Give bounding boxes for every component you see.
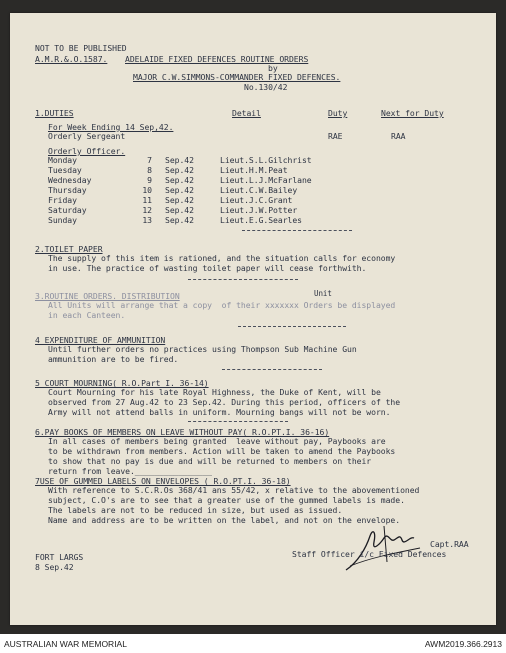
sergeant-duty: RAE — [328, 131, 343, 141]
body-line: The labels are not to be reduced in size, but used as issued. — [48, 505, 343, 515]
roster-officer: Lieut.L.J.McFarlane — [220, 175, 312, 185]
body-line: return from leave.________________ — [48, 466, 212, 476]
roster-date: 10 — [142, 185, 152, 195]
roster-officer: Lieut.E.G.Searles — [220, 215, 302, 225]
section-divider — [222, 369, 322, 370]
body-line: Until further orders no practices using Thompson Sub Machine Gun — [48, 344, 357, 354]
body-line: Name and address are to be written on the label, and not on the envelope. — [48, 515, 401, 525]
order-number: No.130/42 — [244, 82, 288, 92]
roster-day: Friday — [48, 195, 77, 205]
section-divider — [238, 326, 346, 327]
distribution-heading: 3.ROUTINE ORDERS. DISTRIBUTION — [35, 291, 180, 301]
week-ending: For Week Ending 14 Sep,42. — [48, 122, 174, 132]
archive-item-id: AWM2019.366.2913 — [424, 639, 502, 649]
duties-heading: 1.DUTIES — [35, 108, 74, 118]
roster-officer: Lieut.C.W.Bailey — [220, 185, 298, 195]
orderly-sergeant-label: Orderly Sergeant — [48, 131, 126, 141]
court-mourning-heading: 5 COURT MOURNING( R.O.Part I. 36-14) — [35, 378, 209, 388]
roster-month: Sep.42 — [165, 175, 194, 185]
body-line: observed from 27 Aug.42 to 23 Sep.42. During this period, officers of the — [48, 397, 401, 407]
document-page — [10, 13, 496, 625]
orderly-officer-heading: Orderly Officer. — [48, 146, 126, 156]
body-line: in each Canteen. — [48, 310, 126, 320]
place-line: FORT LARGS — [35, 552, 84, 562]
sergeant-next: RAA — [391, 131, 406, 141]
body-line: The supply of this item is rationed, and the situation calls for economy — [48, 253, 396, 263]
roster-officer: Lieut.H.M.Peat — [220, 165, 288, 175]
roster-month: Sep.42 — [165, 185, 194, 195]
pay-books-heading: 6.PAY BOOKS OF MEMBERS ON LEAVE WITHOUT PAY( R.O.PT.I. 36-16) — [35, 427, 330, 437]
body-line: in use. The practice of wasting toilet paper will cease forthwith. — [48, 263, 367, 273]
roster-date: 13 — [142, 215, 152, 225]
body-line: ammunition are to be fired. — [48, 354, 179, 364]
author-line: MAJOR C.W.SIMMONS-COMMANDER FIXED DEFENCES. — [133, 72, 341, 82]
section-divider — [188, 279, 298, 280]
roster-month: Sep.42 — [165, 155, 194, 165]
section-divider — [188, 421, 288, 422]
toilet-paper-heading: 2.TOILET PAPER — [35, 244, 103, 254]
col-detail: Detail — [232, 108, 261, 118]
roster-day: Tuesday — [48, 165, 82, 175]
roster-month: Sep.42 — [165, 215, 194, 225]
section-divider — [242, 230, 352, 231]
roster-date: 7 — [147, 155, 152, 165]
body-line: subject, C.O's are to see that a greater use of the gummed labels is made. — [48, 495, 405, 505]
body-line: With reference to S.C.R.Os 368/41 ans 55/42, x relative to the abovementioned — [48, 485, 420, 495]
signatory-position: Staff Officer i/c Fixed Defences — [292, 549, 447, 559]
by-label: by — [268, 63, 278, 73]
archive-credit: AUSTRALIAN WAR MEMORIAL — [4, 639, 127, 649]
signature-icon — [340, 518, 430, 578]
roster-date: 11 — [142, 195, 152, 205]
body-line: to show that no pay is due and will be returned to members on their — [48, 456, 372, 466]
roster-day: Wednesday — [48, 175, 92, 185]
roster-day: Monday — [48, 155, 77, 165]
date-line: 8 Sep.42 — [35, 562, 74, 572]
col-next-for-duty: Next for Duty — [381, 108, 444, 118]
ammunition-heading: 4 EXPENDITURE OF AMMUNITION — [35, 335, 166, 345]
body-line: to be withdrawn from members. Action will be taken to amend the Paybooks — [48, 446, 396, 456]
roster-month: Sep.42 — [165, 195, 194, 205]
roster-day: Saturday — [48, 205, 87, 215]
body-line: In all cases of members being granted leave without pay, Paybooks are — [48, 436, 386, 446]
signatory-rank: Capt.RAA — [430, 539, 469, 549]
roster-month: Sep.42 — [165, 165, 194, 175]
col-duty: Duty — [328, 108, 348, 118]
roster-date: 8 — [147, 165, 152, 175]
body-line: Army will not attend balls in uniform. Mourning bangs will not be worn. — [48, 407, 391, 417]
roster-date: 12 — [142, 205, 152, 215]
roster-officer: Lieut.J.C.Grant — [220, 195, 293, 205]
roster-officer: Lieut.S.L.Gilchrist — [220, 155, 312, 165]
body-line: Court Mourning for his late Royal Highness, the Duke of Kent, will be — [48, 387, 381, 397]
roster-day: Sunday — [48, 215, 77, 225]
document-title: ADELAIDE FIXED DEFENCES ROUTINE ORDERS — [125, 54, 309, 64]
not-published-label: NOT TO BE PUBLISHED — [35, 43, 127, 53]
roster-day: Thursday — [48, 185, 87, 195]
roster-officer: Lieut.J.W.Potter — [220, 205, 298, 215]
roster-date: 9 — [147, 175, 152, 185]
roster-month: Sep.42 — [165, 205, 194, 215]
body-line: All Units will arrange that a copy of their xxxxxxx Orders be displayed — [48, 300, 396, 310]
gummed-labels-heading: 7USE OF GUMMED LABELS ON ENVELOPES ( R.O.PT.I. 36-18) — [35, 476, 291, 486]
order-reference: A.M.R.&.O.1587. — [35, 54, 108, 64]
handwritten-insert-unit: Unit — [314, 289, 332, 298]
